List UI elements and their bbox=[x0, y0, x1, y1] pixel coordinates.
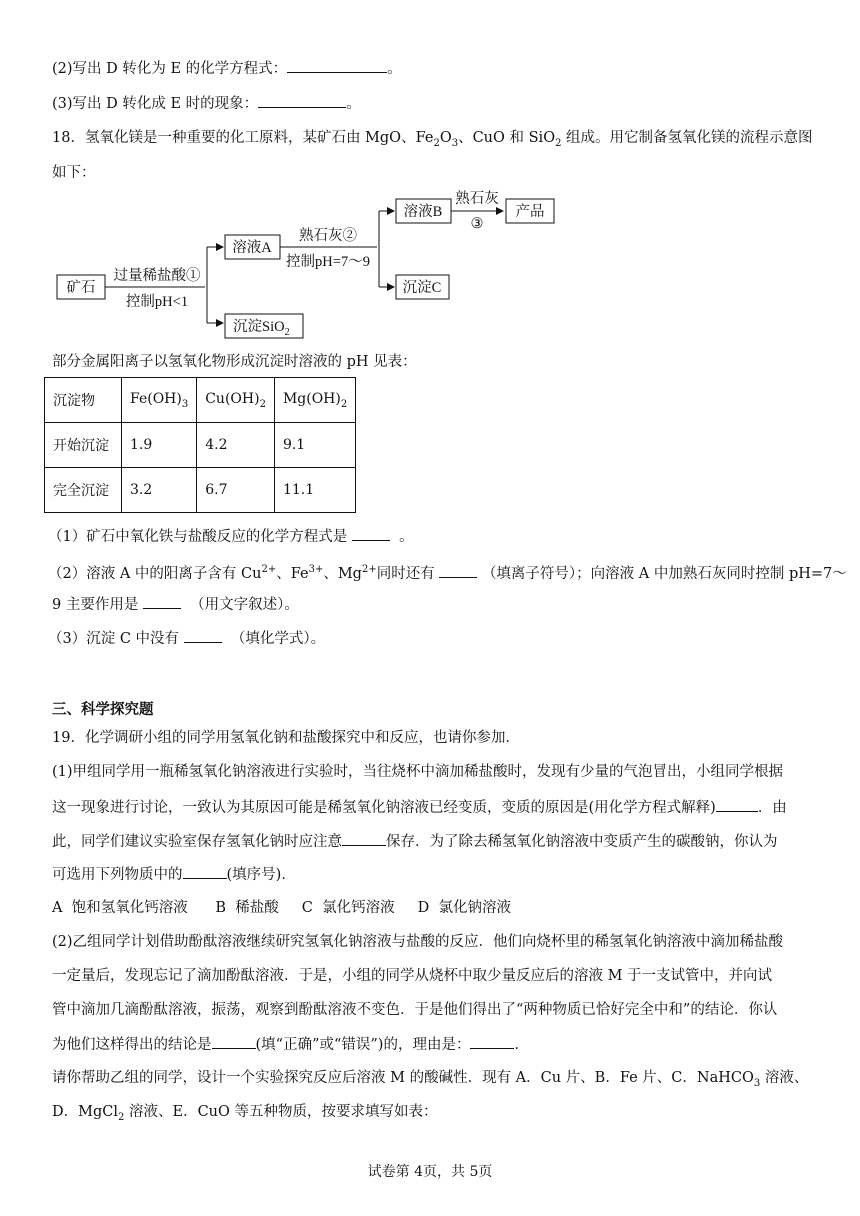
q19-p2-line2: 一定量后，发现忘记了滴加酚酞溶液．于是，小组的同学从烧杯中取少量反应后的溶液 M 于一支试管中，并向试 bbox=[52, 968, 773, 984]
sio2-label: 沉淀SiO$_2$ bbox=[233, 319, 290, 338]
answer-blank[interactable] bbox=[212, 1034, 256, 1049]
table-header-row bbox=[45, 378, 356, 423]
solB-label: 溶液B bbox=[403, 204, 443, 220]
answer-blank[interactable] bbox=[342, 831, 386, 846]
step2-bottom-label: 控制pH=7～9 bbox=[286, 254, 370, 270]
step1-top-label: 过量稀盐酸① bbox=[113, 268, 201, 284]
answer-blank[interactable] bbox=[439, 563, 477, 578]
q19-p1-line3: 此，同学们建议实验室保存氢氧化钠时应注意 保存．为了除去稀氢氧化钠溶液中变质产生的碳酸钠，你认为 bbox=[52, 831, 778, 852]
q19-intro: 19．化学调研小组的同学用氢氧化钠和盐酸探究中和反应，也请你参加． bbox=[52, 730, 520, 746]
answer-blank[interactable] bbox=[716, 797, 758, 812]
answer-blank[interactable] bbox=[258, 93, 346, 108]
precipC-label: 沉淀C bbox=[402, 280, 442, 296]
table-cell: 1.9 bbox=[122, 423, 197, 468]
q19-p3-line1: 请你帮助乙组的同学，设计一个实验探究反应后溶液 M 的酸碱性．现有 A．Cu 片、B．Fe 片、C．NaHCO$_3$ 溶液、 bbox=[52, 1070, 809, 1089]
q19-p2-line1: (2)乙组同学计划借助酚酞溶液继续研究氢氧化钠溶液与盐酸的反应．他们向烧杯里的稀氢氧化钠溶液中滴加稀盐酸 bbox=[52, 934, 784, 950]
step3-top-label: 熟石灰 bbox=[455, 191, 499, 207]
table-cell: 3.2 bbox=[122, 468, 197, 513]
ore-label: 矿石 bbox=[66, 280, 96, 296]
step1-bottom-label: 控制pH<1 bbox=[125, 294, 189, 310]
product-label: 产品 bbox=[515, 204, 545, 220]
table-cell: 6.7 bbox=[197, 468, 275, 513]
q19-p3-line2: D．MgCl$_2$ 溶液、E．CuO 等五种物质，按要求填写如表： bbox=[52, 1104, 438, 1123]
table-cell: $Mg(OH)_2$ bbox=[274, 378, 355, 423]
q17-item3: (3)写出 D 转化成 E 时的现象： 。 bbox=[52, 93, 361, 114]
table-row bbox=[45, 468, 356, 513]
q18-sub1: （1）矿石中氧化铁与盐酸反应的化学方程式是 。 bbox=[48, 526, 414, 547]
process-flow-diagram bbox=[55, 183, 565, 343]
q18-sub3: （3）沉淀 C 中没有 （填化学式）。 bbox=[48, 628, 325, 649]
table-cell: 开始沉淀 bbox=[45, 423, 122, 468]
q19-p1-line4: 可选用下列物质中的 (填序号)． bbox=[52, 864, 296, 885]
solA-label: 溶液A bbox=[232, 240, 272, 256]
table-row bbox=[45, 423, 356, 468]
q18-sub2-line1: （2）溶液 A 中的阳离子含有 $Cu^{2+}$、$Fe^{3+}$、$Mg^{2+}$同时还有 （填离子符号）；向溶液 A 中加熟石灰同时控制 pH=7～ bbox=[48, 564, 847, 582]
answer-blank[interactable] bbox=[287, 58, 387, 73]
section-heading: 三、科学探究题 bbox=[52, 701, 154, 718]
page-footer: 试卷第 4页，共 5页 bbox=[367, 1164, 493, 1180]
table-cell: 完全沉淀 bbox=[45, 468, 122, 513]
q18-sub2-line2: 9 主要作用是 （用文字叙述）。 bbox=[52, 594, 299, 615]
q18-intro-line2: 如下： bbox=[52, 165, 96, 181]
table-cell: 9.1 bbox=[274, 423, 355, 468]
q19-p2-line4: 为他们这样得出的结论是 (填“正确”或“错误”)的，理由是： ． bbox=[52, 1034, 529, 1055]
answer-blank[interactable] bbox=[184, 628, 222, 643]
answer-blank[interactable] bbox=[352, 526, 390, 541]
answer-blank[interactable] bbox=[470, 1034, 514, 1049]
q19-options: A 饱和氢氧化钙溶液 B 稀盐酸 C 氯化钙溶液 D 氯化钠溶液 bbox=[52, 900, 511, 916]
table-intro: 部分金属阳离子以氢氧化物形成沉淀时溶液的 pH 见表： bbox=[52, 354, 417, 370]
step2-top-label: 熟石灰② bbox=[299, 228, 357, 244]
table-cell: $Fe(OH)_3$ bbox=[122, 378, 197, 423]
answer-blank[interactable] bbox=[143, 594, 181, 609]
table-cell: 沉淀物 bbox=[45, 378, 122, 423]
q17-item2: (2)写出 D 转化为 E 的化学方程式： 。 bbox=[52, 58, 402, 79]
table-cell: 4.2 bbox=[197, 423, 275, 468]
q19-p2-line3: 管中滴加几滴酚酞溶液，振荡，观察到酚酞溶液不变色．于是他们得出了“两种物质已恰好完全中和”的结论．你认 bbox=[52, 1002, 778, 1018]
table-cell: 11.1 bbox=[274, 468, 355, 513]
answer-blank[interactable] bbox=[183, 864, 227, 879]
ph-table bbox=[44, 377, 356, 513]
q19-p1-line2: 这一现象进行讨论，一致认为其原因可能是稀氢氧化钠溶液已经变质，变质的原因是(用化学方程式解释) ．由 bbox=[52, 797, 787, 818]
q18-intro-line1: 18．氢氧化镁是一种重要的化工原料，某矿石由 MgO、$Fe_2O_3$、CuO 和 SiO$_2$ 组成。用它制备氢氧化镁的流程示意图 bbox=[52, 130, 813, 149]
table-cell: $Cu(OH)_2$ bbox=[197, 378, 275, 423]
step3-bottom-label: ③ bbox=[470, 216, 484, 232]
q19-p1-line1: (1)甲组同学用一瓶稀氢氧化钠溶液进行实验时，当往烧杯中滴加稀盐酸时，发现有少量的气泡冒出，小组同学根据 bbox=[52, 764, 784, 780]
